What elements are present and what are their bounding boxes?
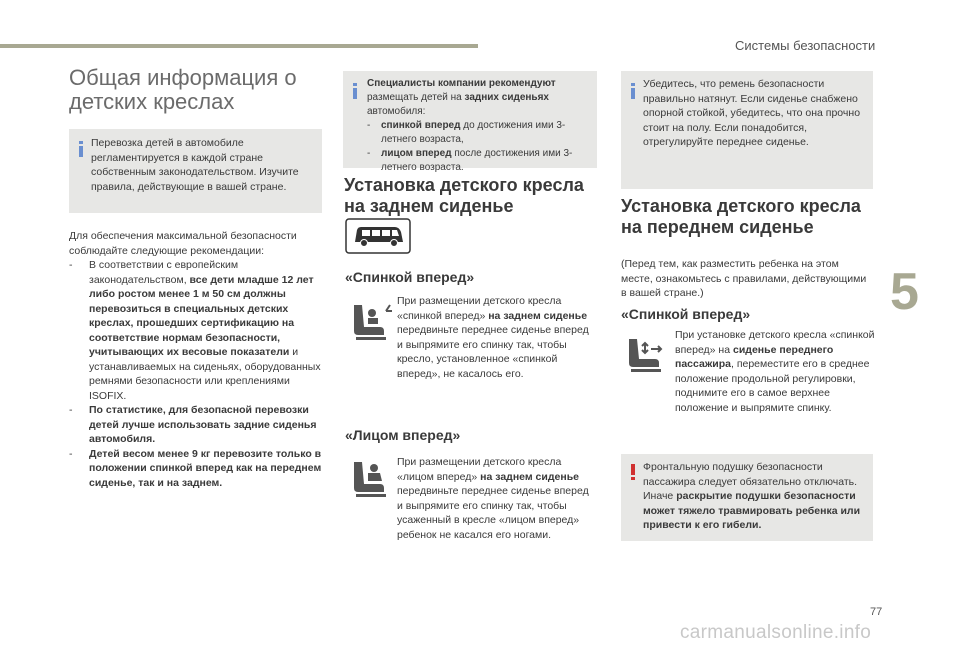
warning-box-airbag [621,454,873,541]
forward-facing-text: При размещении детского кресла «лицом вперед» на заднем сиденье передвиньте переднее сиденье вперед и выпрямите его спинку так, чтобы усаженный в кресле «лицом вперед» ребенок не касался его ногами. [397,456,589,541]
info-icon [631,83,635,99]
child-seat-rear-facing-icon [350,301,394,345]
warning-icon [631,464,635,480]
subsection-title-rear-facing: «Спинкой вперед» [345,269,475,285]
front-seat-adjust-icon [623,333,667,377]
warning-box-text: Фронтальную подушку безопасности пассажира следует обязательно отключать. Иначе раскрытие подушки безопасности может тяжело травмировать ребенка или привести к его гибели. [643,461,861,531]
list-item: - спинкой вперед до достижения ими 3-летнего возраста, [367,120,566,145]
minivan-icon [345,218,411,254]
front-seat-intro: (Перед тем, как разместить ребенка на этом месте, ознакомьтесь с правилами, действующими в вашей стране.) [621,258,867,299]
watermark: carmanualsonline.info [680,622,872,643]
rear-facing-text: При размещении детского кресла «спинкой вперед» на заднем сиденье передвиньте переднее сиденье вперед и выпрямите его спинку так, чтобы кресло, установленное «спинкой вперед», не касалось его. [397,295,589,380]
info-box-recommendation [343,71,597,173]
chapter-number: 5 [890,263,919,321]
section-header-title: Системы безопасности [735,38,876,53]
info-box-text: Специалисты компании рекомендуют размещать детей на задних сиденьях автомобиля: - спинкой вперед до достижения ими 3-летнего возраста, - лицом вперед после достижения ими 3-летнего возраста. [367,77,593,175]
info-box-text: Перевозка детей в автомобиле регламентируется в каждой стране собственным законодательством. Изучите правила, действующие в вашей стране. [91,137,299,193]
list-item: - Детей весом менее 9 кг перевозите только в положении спинкой вперед как на переднем сиденье, так и на заднем. [69,447,322,489]
section-title-rear-seat: Установка детского кресла на заднем сиденье [344,175,584,216]
front-rear-facing-text: При установке детского кресла «спинкой вперед» на сиденье переднего пассажира, переместите его в среднее положение продольной регулировки, поднимите его в самое верхнее положение и выпрямите спинку. [675,329,875,414]
list-item: - В соответствии с европейским законодательством, все дети младше 12 лет либо ростом менее 1 м 50 см должны перевозиться в специальных детских креслах, прошедших сертификацию на соответствие нормам безопасности, учитывающих их весовые показатели и устанавливаемых на сиденьях, оборудованных ремнями безопасности или креплениями ISOFIX. [69,259,321,402]
info-icon [79,141,83,157]
subsection-title-front-rear-facing: «Спинкой вперед» [621,306,751,322]
section-title-front-seat: Установка детского кресла на переднем сиденье [621,196,861,237]
header-divider [0,44,478,48]
info-box-belt-check [621,71,873,189]
list-item: - лицом вперед после достижения ими 3-летнего возраста. [367,148,573,173]
child-seat-forward-facing-icon [350,458,394,502]
recommendations-block [69,229,325,490]
list-item: - По статистике, для безопасной перевозки детей лучше использовать задние сиденья автомобиля. [69,404,317,445]
info-box-legislation [69,129,322,213]
recommendations-list [69,258,325,490]
page-title: Общая информация о детских креслах [69,65,297,114]
recommendations-intro: Для обеспечения максимальной безопасности соблюдайте следующие рекомендации: [69,230,297,257]
page-number: 77 [870,606,883,618]
info-box-text: Убедитесь, что ремень безопасности правильно натянут. Если сиденье снабжено опорной стойкой, убедитесь, что она прочно стоит на полу. Если понадобится, отрегулируйте переднее сиденье. [643,78,861,148]
info-icon [353,83,357,99]
subsection-title-forward-facing: «Лицом вперед» [345,427,461,443]
